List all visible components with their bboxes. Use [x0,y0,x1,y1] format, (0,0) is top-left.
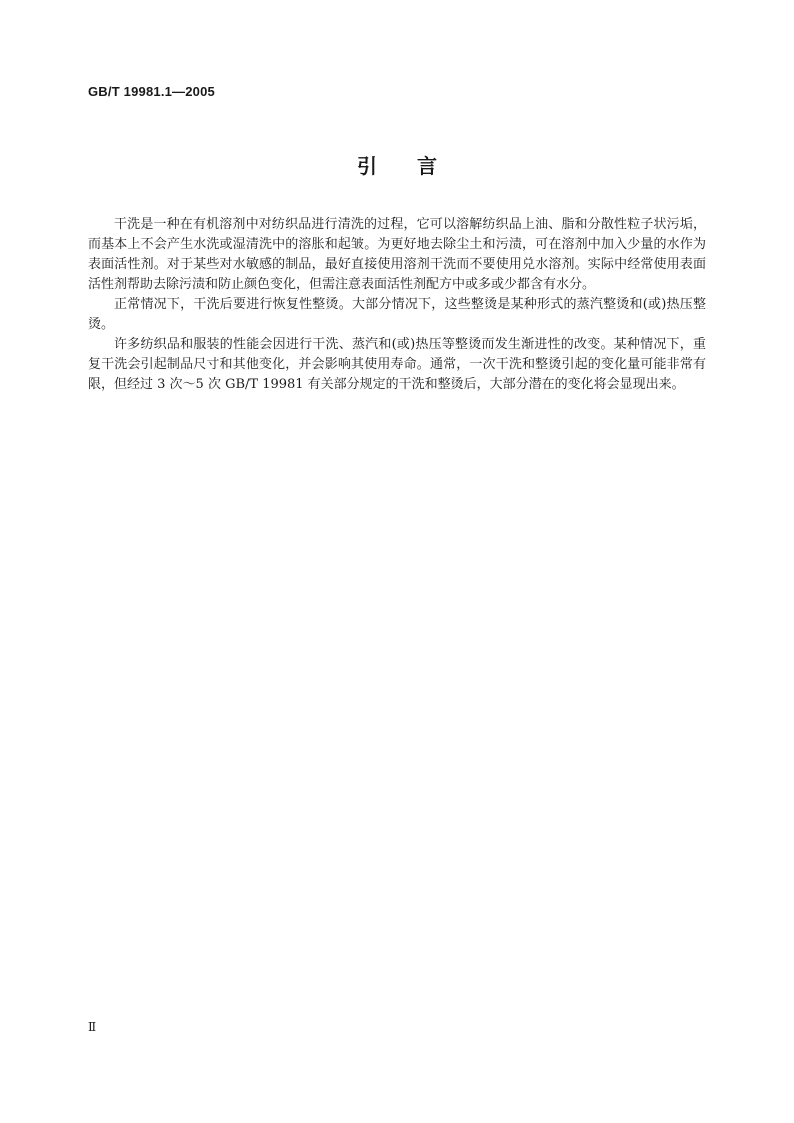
body-text [88,215,706,395]
paragraph: 干洗是一种在有机溶剂中对纺织品进行清洗的过程，它可以溶解纺织品上油、脂和分散性粒子状污垢，而基本上不会产生水洗或湿清洗中的溶胀和起皱。为更好地去除尘土和污渍，可在溶剂中加入少量的水作为表面活性剂。对于某些对水敏感的制品，最好直接使用溶剂干洗而不要使用兑水溶剂。实际中经常使用表面活性剂帮助去除污渍和防止颜色变化，但需注意表面活性剂配方中或多或少都含有水分。 [88,217,706,292]
page-number: Ⅱ [88,1020,97,1034]
page-title: 引言 [357,154,477,178]
paragraph: 正常情况下，干洗后要进行恢复性整烫。大部分情况下，这些整烫是某种形式的蒸汽整烫和(或)热压整烫。 [88,297,706,332]
paragraph: 许多纺织品和服装的性能会因进行干洗、蒸汽和(或)热压等整烫而发生渐进性的改变。某种情况下，重复干洗会引起制品尺寸和其他变化，并会影响其使用寿命。通常，一次干洗和整烫引起的变化量可能非常有限，但经过 3 次～5 次 GB/T 19981 有关部分规定的干洗和整烫后，大部分潜在的变化将会显现出来。 [88,337,706,392]
standard-number: GB/T 19981.1—2005 [88,84,215,99]
